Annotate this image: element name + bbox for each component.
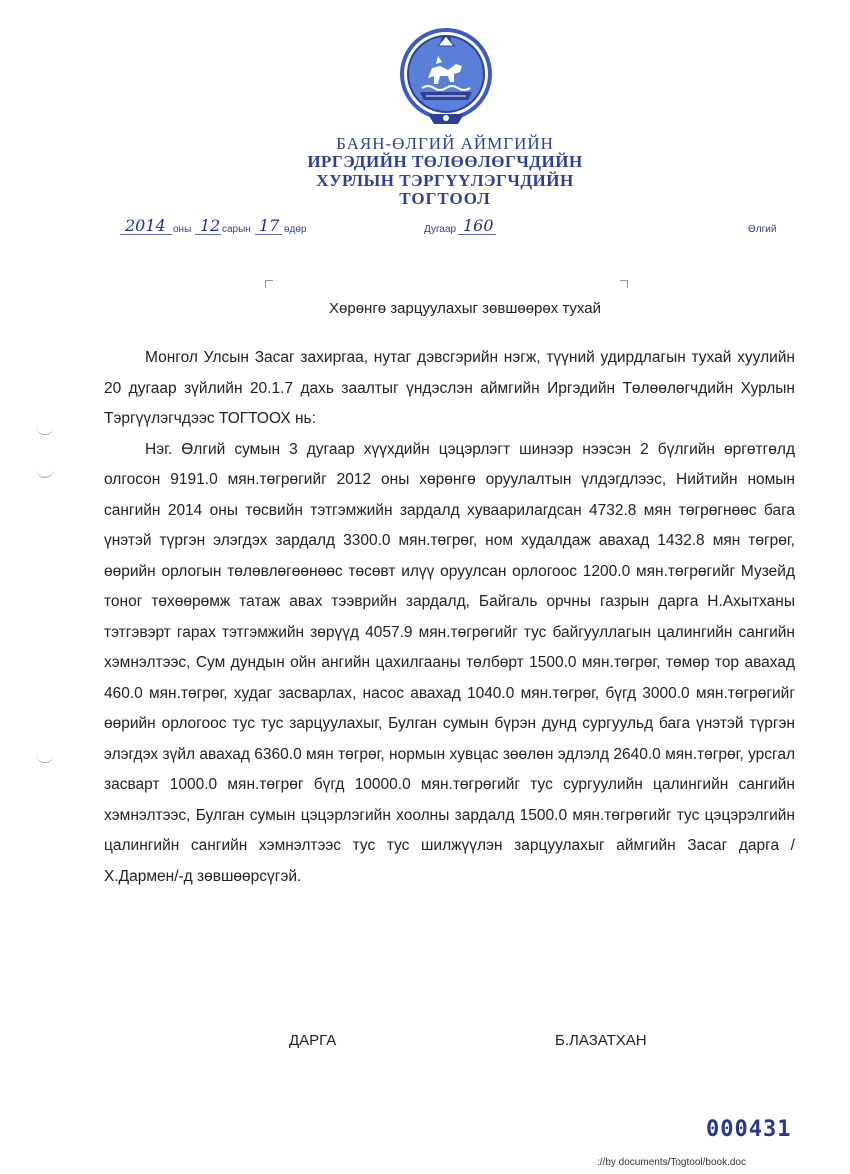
decree-body bbox=[104, 343, 795, 892]
org-line-3: ХУРЛЫН ТЭРГҮҮЛЭГЧДИЙН bbox=[316, 171, 574, 190]
date-month: 12 bbox=[200, 216, 221, 235]
date-year: 2014 bbox=[125, 216, 166, 235]
decree-title: Хөрөнгө зарцуулахыг зөвшөөрөх тухай bbox=[329, 300, 601, 317]
place-name: Өлгий bbox=[748, 224, 777, 235]
punch-hole-mark bbox=[36, 752, 54, 763]
number-underline bbox=[458, 234, 496, 235]
footer-file-path: ://by documents/Togtool/book.doc bbox=[597, 1157, 746, 1168]
body-paragraph-1: Монгол Улсын Засаг захиргаа, нутаг дэвсгэрийн нэгж, түүний удирдлагын тухай хуулийн 20 дугаар зүйлийн 20.1.7 дахь заалтыг үндэслэн аймгийн Иргэдийн Төлөөлөгчдийн Хурлын Тэргүүлэгчдээс ТОГТООХ нь: bbox=[104, 349, 795, 427]
state-emblem bbox=[398, 26, 494, 128]
number-label: Дугаар bbox=[424, 224, 457, 235]
month-suffix: сарын bbox=[222, 224, 251, 235]
org-line-1: БАЯН-ӨЛГИЙ АЙМГИЙН bbox=[336, 134, 554, 153]
body-paragraph-2: Нэг. Өлгий сумын 3 дугаар хүүхдийн цэцэрлэгт шинээр нээсэн 2 бүлгийн өргөтгөлд олгосон 9191.0 мян.төгрөгийг 2012 оны хөрөнгө оруулалтын үлдэгдлээс, Нийтийн номын сангийн 2014 оны төсвийн тэтгэмжийн зардалд хуваарилагдсан 4732.8 мян төгрөгнөөс бага үнэтэй түргэн элэгдэх зардалд 3300.0 мян.төгрөг, ном худалдаж авахад 1432.8 мян төгрөг, өөрийн орлогын төлөвлөгөөнөөс төсөвт илүү оруулсан орлогоос 1200.0 мян.төгрөгийг Музейд тоног төхөөрөмж татаж авах тээврийн зардалд, Байгаль орчны газрын дарга Н.Ахытханы тэтгэвэрт гарах тэтгэмжийн зөрүүд 4057.9 мян.төгрөгийг тус байгууллагын цалингийн сангийн хэмнэлтээс, Сум дундын ойн ангийн цахилгааны төлбөрт 1500.0 мян.төгрөг, төмөр тор авахад 460.0 мян.төгрөг, худаг засварлах, насос авахад 1040.0 мян.төгрөг, бүгд 3000.0 мян.төгрөгийг өөрийн орлогоос тус тус зарцуулахыг, Булган сумын бүрэн дунд сургуульд бага үнэтэй түргэн элэгдэх зүйл авахад 6360.0 мян төгрөг, нормын хувцас зөөлөн эдлэлд 2640.0 мян.төгрөг, урсгал засварт 1000.0 мян.төгрөг бүгд 10000.0 мян.төгрөгийг тус сургуулийн цалингийн сангийн хэмнэлтээс, Булган сумын цэцэрлэгийн хоолны зардалд 1500.0 мян.төгрөгийг тус цэцэрэлгийн цалингийн сангийн хэмнэлтээс тус тус шилжүүлэн зарцуулахыг аймгийн Засаг дарга /Х.Дармен/-д зөвшөөрсүгэй. bbox=[104, 440, 795, 885]
signatory-position: ДАРГА bbox=[289, 1032, 337, 1049]
org-line-4: ТОГТООЛ bbox=[399, 189, 491, 208]
punch-hole-mark bbox=[36, 467, 54, 478]
title-bracket-left bbox=[265, 280, 273, 288]
signatory-name: Б.ЛАЗАТХАН bbox=[555, 1032, 647, 1049]
decree-number: 160 bbox=[463, 216, 494, 235]
day-underline bbox=[255, 234, 282, 235]
title-bracket-right bbox=[620, 280, 628, 288]
year-suffix: оны bbox=[173, 224, 192, 235]
day-suffix: өдөр bbox=[284, 224, 307, 235]
punch-hole-mark bbox=[36, 424, 54, 435]
month-underline bbox=[195, 234, 221, 235]
year-underline bbox=[120, 234, 172, 235]
date-day: 17 bbox=[259, 216, 280, 235]
document-serial-number: 000431 bbox=[706, 1117, 792, 1142]
org-line-2: ИРГЭДИЙН ТӨЛӨӨЛӨГЧДИЙН bbox=[307, 152, 583, 171]
